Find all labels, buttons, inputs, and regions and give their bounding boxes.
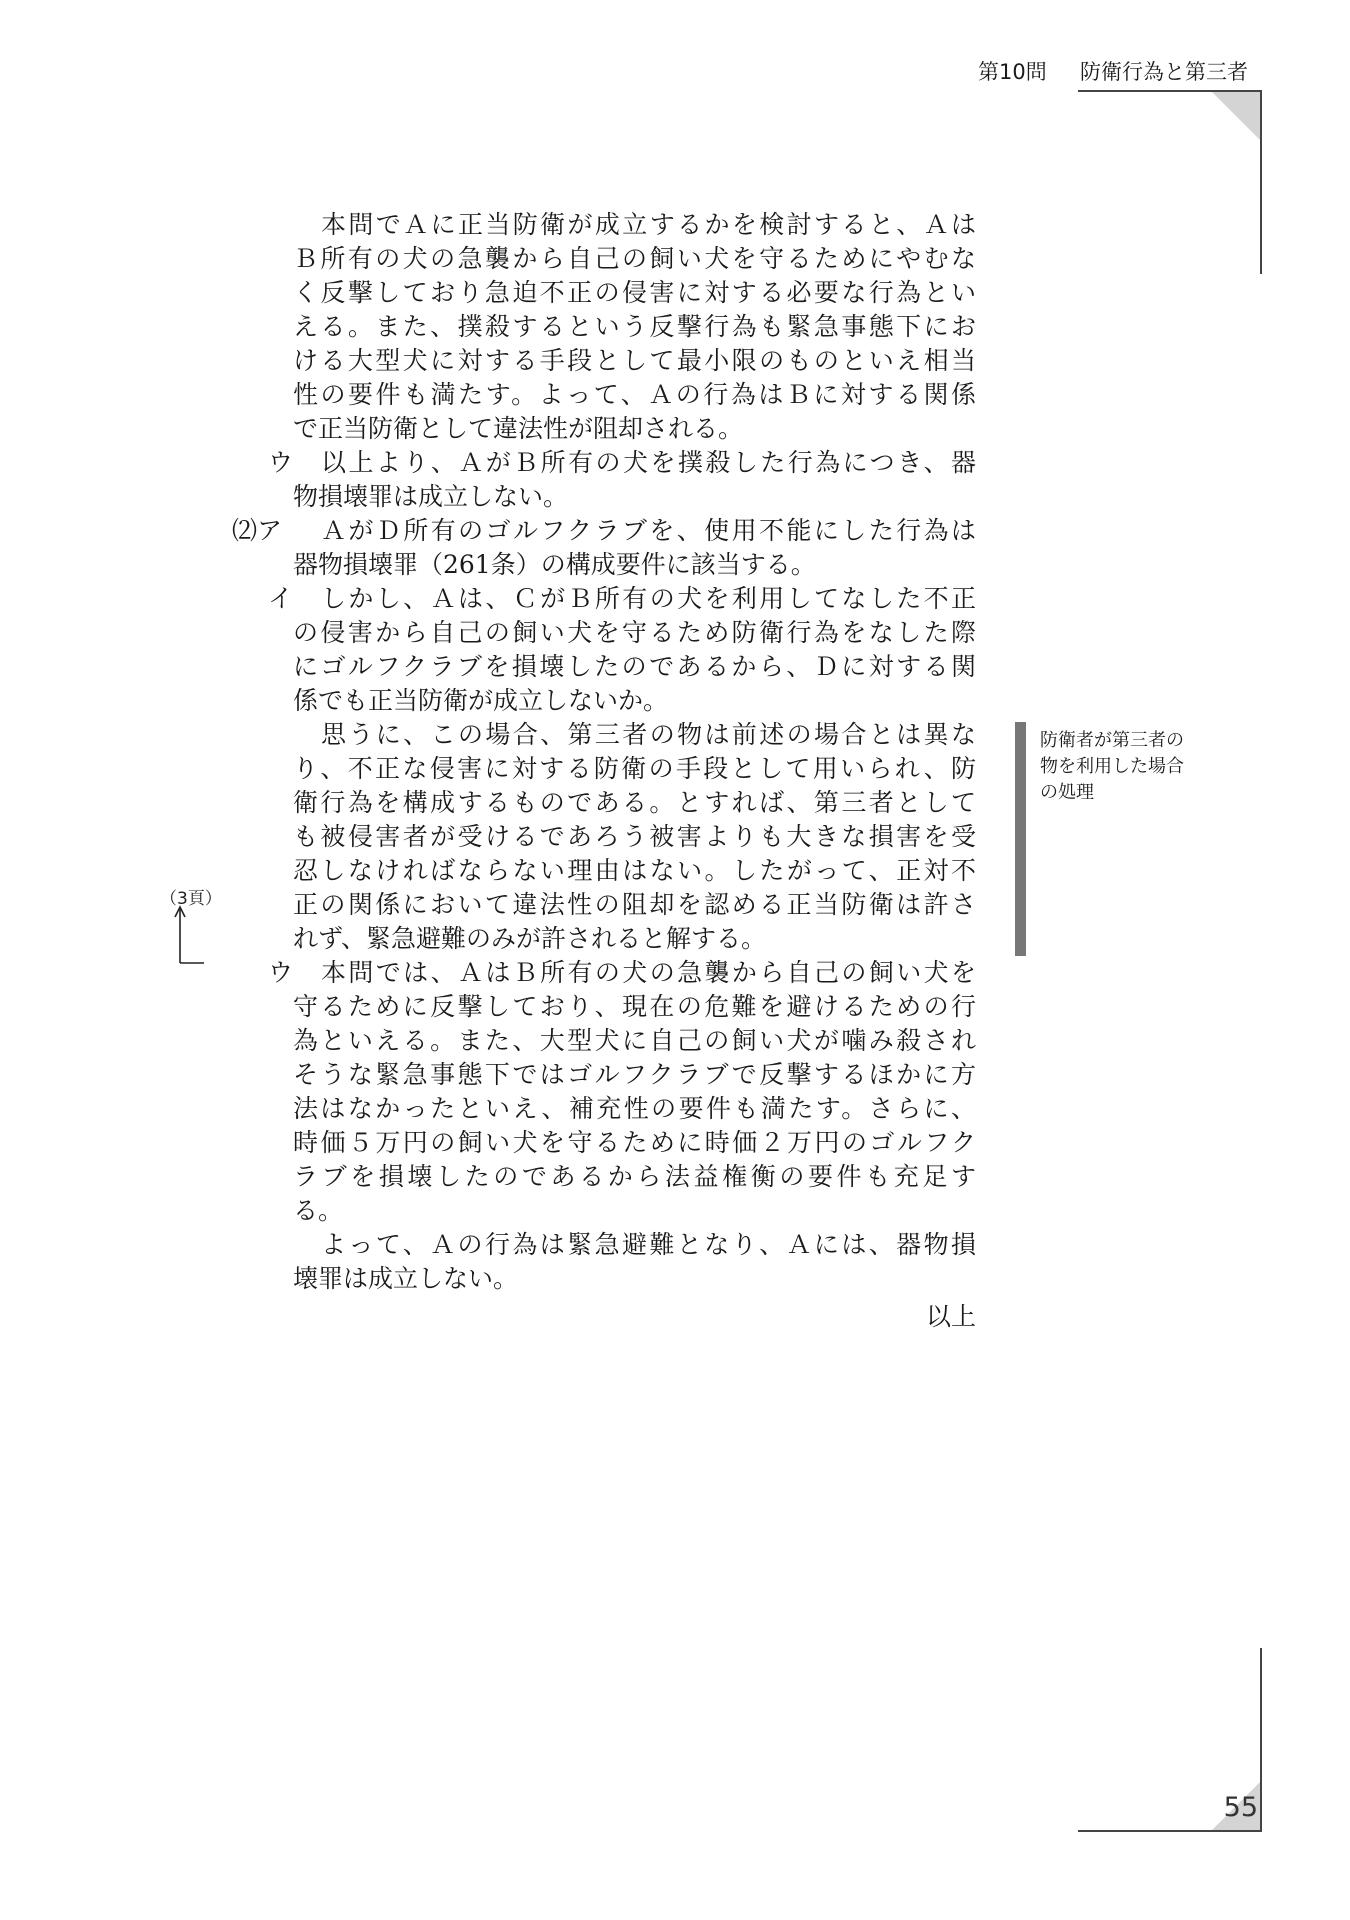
text-line: 守るために反撃しており、現在の危難を避けるための行: [293, 992, 976, 1021]
text-line: ける大型犬に対する手段として最小限のものといえ相当: [293, 346, 976, 375]
text-line: 正の関係において違法性の阻却を認める正当防衛は許さ: [293, 890, 976, 919]
chapter-number: 第10問: [978, 60, 1047, 84]
chapter-title: 防衛行為と第三者: [1080, 60, 1248, 84]
text-line: よって、Ａの行為は緊急避難となり、Ａには、器物損: [321, 1230, 976, 1259]
text-line: 物損壊罪は成立しない。: [293, 482, 569, 511]
text-line: ラブを損壊したのであるから法益権衡の要件も充足す: [293, 1162, 976, 1191]
item-marker-u: ウ: [268, 448, 294, 477]
text-line: 本問でＡに正当防衛が成立するかを検討すると、Ａは: [321, 210, 976, 239]
top-edge-line: [1260, 90, 1262, 274]
text-line: の侵害から自己の飼い犬を守るため防衛行為をなした際: [293, 618, 976, 647]
text-line: 為といえる。また、大型犬に自己の飼い犬が噛み殺され: [293, 1026, 976, 1055]
text-line: 思うに、この場合、第三者の物は前述の場合とは異な: [321, 720, 976, 749]
margin-note: [1040, 728, 1240, 806]
page-number: 55: [1223, 1792, 1258, 1823]
text-line: しかし、Ａは、ＣがＢ所有の犬を利用してなした不正: [321, 584, 976, 613]
item-marker-u: ウ: [268, 958, 294, 987]
running-header: [960, 56, 1262, 88]
reference-arrow-icon: [172, 905, 212, 965]
text-line: 忍しなければならない理由はない。したがって、正対不: [293, 856, 976, 885]
margin-note-bar: [1015, 722, 1026, 956]
top-corner-triangle: [1212, 92, 1260, 140]
text-line: で正当防衛として違法性が阻却される。: [293, 414, 744, 443]
margin-note-line: 物を利用した場合: [1040, 756, 1184, 777]
text-line: にゴルフクラブを損壊したのであるから、Ｄに対する関: [293, 652, 976, 681]
page-reference: （3頁）: [160, 889, 222, 909]
text-line: る。: [293, 1196, 344, 1225]
text-line: 法はなかったといえ、補充性の要件も満たす。さらに、: [293, 1094, 976, 1123]
text-line: ＡがＤ所有のゴルフクラブを、使用不能にした行為は: [321, 516, 976, 545]
text-line: 係でも正当防衛が成立しないか。: [293, 686, 669, 715]
text-line: 衛行為を構成するものである。とすれば、第三者として: [293, 788, 976, 817]
text-line: く反撃しており急迫不正の侵害に対する必要な行為とい: [293, 278, 976, 307]
text-line: れず、緊急避難のみが許されると解する。: [293, 924, 767, 953]
bottom-edge-line: [1260, 1648, 1262, 1832]
closing-mark: 以上: [925, 1302, 976, 1331]
text-line: も被侵害者が受けるであろう被害よりも大きな損害を受: [293, 822, 976, 851]
text-line: える。また、撲殺するという反撃行為も緊急事態下にお: [293, 312, 976, 341]
text-line: 時価５万円の飼い犬を守るために時価２万円のゴルフク: [293, 1128, 976, 1157]
text-line: 以上より、ＡがＢ所有の犬を撲殺した行為につき、器: [321, 448, 976, 477]
text-line: 壊罪は成立しない。: [293, 1264, 519, 1293]
text-line: 性の要件も満たす。よって、Ａの行為はＢに対する関係: [293, 380, 976, 409]
text-line: 器物損壊罪（261条）の構成要件に該当する。: [293, 550, 816, 579]
margin-note-line: の処理: [1040, 782, 1094, 803]
text-line: 本問では、ＡはＢ所有の犬の急襲から自己の飼い犬を: [321, 958, 976, 987]
footer-rule: [1078, 1830, 1262, 1832]
item-marker-2a: ⑵ア: [232, 516, 283, 545]
item-marker-i: イ: [268, 584, 294, 613]
text-line: Ｂ所有の犬の急襲から自己の飼い犬を守るためにやむな: [293, 244, 976, 273]
margin-note-line: 防衛者が第三者の: [1040, 730, 1184, 751]
text-line: り、不正な侵害に対する防衛の手段として用いられ、防: [293, 754, 976, 783]
text-line: そうな緊急事態下ではゴルフクラブで反撃するほかに方: [293, 1060, 976, 1089]
